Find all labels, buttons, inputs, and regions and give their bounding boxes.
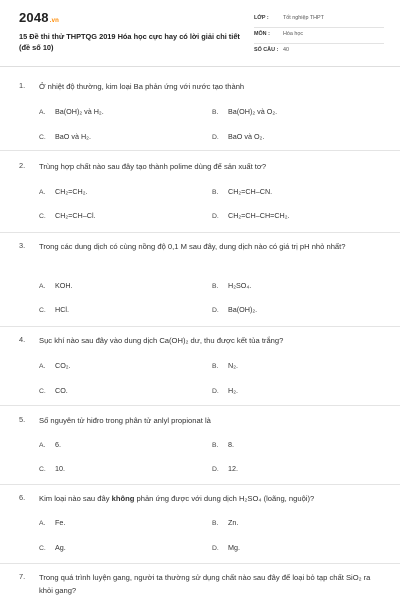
- meta-label-question-count: SỐ CÂU :: [254, 47, 279, 53]
- meta-row-subject: [254, 29, 384, 44]
- question-2: [0, 150, 400, 234]
- option-text: Zn.: [228, 518, 239, 527]
- question-5: [0, 405, 400, 485]
- option-b[interactable]: [212, 361, 238, 370]
- option-b[interactable]: [212, 107, 277, 116]
- option-letter: A.: [39, 363, 46, 370]
- question-divider: [0, 150, 400, 151]
- question-divider: [0, 405, 400, 406]
- option-d[interactable]: [212, 132, 264, 141]
- option-letter: C.: [39, 388, 46, 395]
- question-7: [0, 563, 400, 600]
- option-letter: D.: [212, 545, 219, 552]
- option-letter: C.: [39, 213, 46, 220]
- question-4: [0, 326, 400, 406]
- option-letter: B.: [212, 283, 219, 290]
- option-a[interactable]: [39, 187, 88, 196]
- option-c[interactable]: [39, 386, 68, 395]
- option-text: 12.: [228, 464, 238, 473]
- option-letter: D.: [212, 134, 219, 141]
- option-text: H₂SO₄.: [228, 281, 252, 290]
- question-text: Ở nhiệt độ thường, kim loại Ba phản ứng với nước tạo thành: [39, 82, 245, 91]
- meta-label-subject: MÔN :: [254, 31, 270, 37]
- option-a[interactable]: [39, 518, 65, 527]
- option-letter: D.: [212, 388, 219, 395]
- logo-suffix: .vn: [49, 18, 60, 24]
- option-letter: C.: [39, 134, 46, 141]
- question-text: Số nguyên tử hiđro trong phân tử anlyl propionat là: [39, 416, 211, 425]
- question-number: 2.: [19, 161, 26, 170]
- question-text-part: phản ứng được với dung dịch H₂SO₄ (loãng, nguội)?: [134, 494, 315, 503]
- option-text: BaO và H₂.: [55, 132, 91, 141]
- option-text: CH₂=CH–Cl.: [55, 211, 96, 220]
- meta-value-subject: Hóa học: [283, 31, 304, 37]
- option-text: Ba(OH)₂ và O₂.: [228, 107, 278, 116]
- question-number: 4.: [19, 335, 26, 344]
- option-c[interactable]: [39, 305, 69, 314]
- option-letter: C.: [39, 466, 46, 473]
- option-text: H₂.: [228, 386, 238, 395]
- question-number: 3.: [19, 241, 26, 250]
- meta-label-class: LỚP :: [254, 15, 269, 21]
- option-letter: D.: [212, 466, 219, 473]
- option-text: CH₂=CH–CN.: [228, 187, 273, 196]
- option-letter: A.: [39, 442, 46, 449]
- option-text: Ba(OH)₂ và H₂.: [55, 107, 104, 116]
- page-header: [0, 0, 400, 67]
- option-d[interactable]: [212, 543, 240, 552]
- meta-value-question-count: 40: [283, 47, 289, 53]
- option-d[interactable]: [212, 386, 238, 395]
- option-letter: B.: [212, 189, 219, 196]
- option-text: HCl.: [55, 305, 69, 314]
- option-b[interactable]: [212, 187, 272, 196]
- question-number: 7.: [19, 572, 26, 581]
- option-letter: B.: [212, 442, 219, 449]
- option-text: Ag.: [55, 543, 66, 552]
- question-text-emphasis: không: [111, 494, 135, 503]
- question-6: [0, 484, 400, 564]
- option-letter: A.: [39, 520, 46, 527]
- site-logo[interactable]: [19, 10, 59, 25]
- question-text: [39, 492, 374, 505]
- question-number: 6.: [19, 493, 26, 502]
- question-text: Trùng hợp chất nào sau đây tạo thành polime dùng để sản xuất tơ?: [39, 162, 267, 171]
- option-text: 8.: [228, 440, 234, 449]
- meta-row-class: [254, 13, 384, 28]
- option-text: KOH.: [55, 281, 73, 290]
- option-letter: A.: [39, 109, 46, 116]
- question-divider: [0, 484, 400, 485]
- option-text: BaO và O₂.: [228, 132, 265, 141]
- option-c[interactable]: [39, 132, 91, 141]
- option-letter: C.: [39, 545, 46, 552]
- option-c[interactable]: [39, 543, 66, 552]
- option-letter: D.: [212, 213, 219, 220]
- question-text: Sục khí nào sau đây vào dung dịch Ca(OH)₂ dư, thu được kết tủa trắng?: [39, 336, 284, 345]
- question-1: [0, 66, 400, 158]
- option-a[interactable]: [39, 107, 104, 116]
- option-text: CH₂=CH–CH=CH₂.: [228, 211, 290, 220]
- option-a[interactable]: [39, 281, 73, 290]
- logo-text: 2048: [19, 10, 49, 25]
- option-b[interactable]: [212, 281, 251, 290]
- option-d[interactable]: [212, 305, 257, 314]
- option-text: 10.: [55, 464, 65, 473]
- option-letter: D.: [212, 307, 219, 314]
- option-b[interactable]: [212, 518, 238, 527]
- question-3: [0, 232, 400, 328]
- option-text: CO.: [55, 386, 68, 395]
- option-d[interactable]: [212, 211, 290, 220]
- option-letter: A.: [39, 283, 46, 290]
- question-divider: [0, 563, 400, 564]
- option-a[interactable]: [39, 440, 61, 449]
- option-text: 6.: [55, 440, 61, 449]
- question-text: Trong các dung dịch có cùng nồng độ 0,1 M sau đây, dung dịch nào có giá trị pH nhỏ nhất?: [39, 242, 346, 251]
- question-number: 5.: [19, 415, 26, 424]
- question-divider: [0, 232, 400, 233]
- option-b[interactable]: [212, 440, 234, 449]
- meta-row-question-count: [254, 45, 384, 59]
- question-number: 1.: [19, 81, 26, 90]
- option-letter: B.: [212, 109, 219, 116]
- exam-meta: [254, 13, 384, 60]
- option-text: Ba(OH)₂.: [228, 305, 258, 314]
- document-title: 15 Đề thi thử THPTQG 2019 Hóa học cực hay có lời giải chi tiết (đề số 10): [19, 32, 240, 52]
- question-divider: [0, 326, 400, 327]
- option-letter: C.: [39, 307, 46, 314]
- question-text: Trong quá trình luyện gang, người ta thường sử dụng chất nào sau đây để loại bỏ tạp chất SiO₂ ra khỏi gang?: [39, 573, 371, 595]
- option-text: CH₂=CH₂.: [55, 187, 88, 196]
- option-text: Fe.: [55, 518, 66, 527]
- option-text: CO₂.: [55, 361, 71, 370]
- option-d[interactable]: [212, 464, 238, 473]
- option-c[interactable]: [39, 211, 96, 220]
- meta-value-class: Tốt nghiệp THPT: [283, 15, 324, 21]
- question-text-part: Kim loại nào sau đây: [39, 494, 112, 503]
- option-text: Mg.: [228, 543, 240, 552]
- option-text: N₂.: [228, 361, 238, 370]
- option-letter: A.: [39, 189, 46, 196]
- option-a[interactable]: [39, 361, 71, 370]
- option-letter: B.: [212, 520, 219, 527]
- option-c[interactable]: [39, 464, 65, 473]
- option-letter: B.: [212, 363, 219, 370]
